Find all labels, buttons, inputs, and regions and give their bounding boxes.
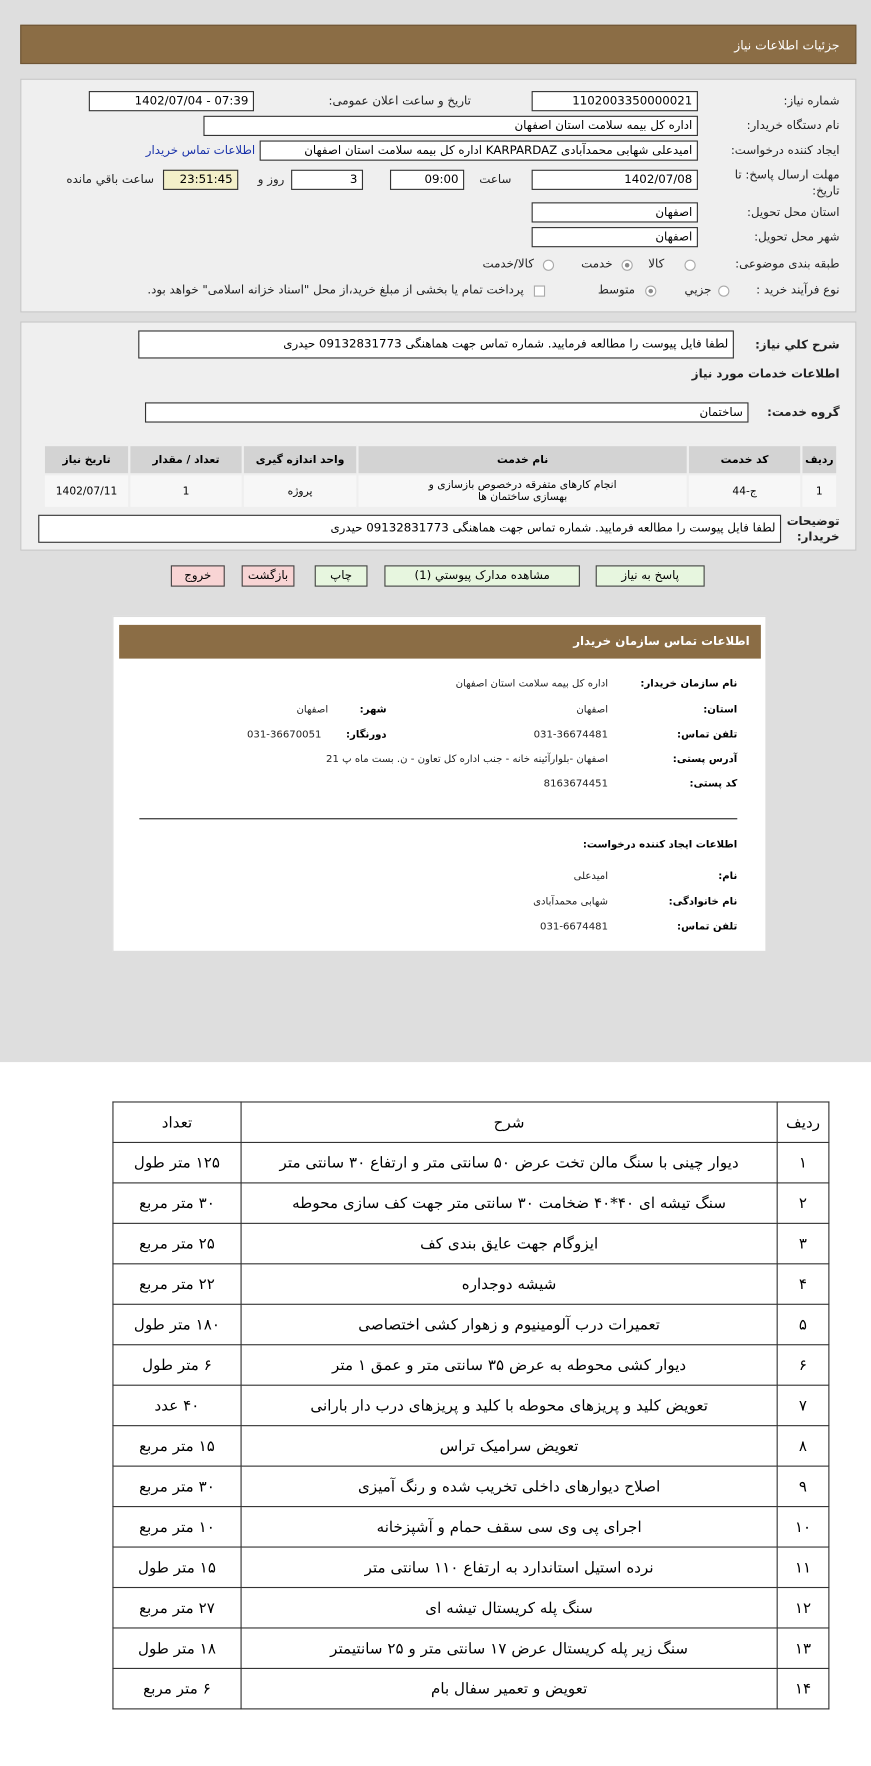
payment-text: پرداخت تمام یا بخشی از مبلغ خرید،از محل "اسناد خزانه اسلامی" خواهد بود. [147, 283, 524, 297]
col-name: نام خدمت [357, 445, 687, 474]
cell-name: انجام کارهای متفرقه درخصوص بازسازی و بهسازی ساختمان ها [357, 474, 687, 508]
col-row: ردیف [801, 445, 837, 474]
item-row [113, 1628, 829, 1668]
item-description: تعویض و تعمیر سفال بام [241, 1668, 777, 1708]
remaining-time-field: 23:51:45 [163, 170, 238, 190]
item-row-number: ۱۱ [777, 1547, 829, 1587]
category-label: طبقه بندی موضوعی: [735, 257, 840, 271]
col-code: کد خدمت [688, 445, 802, 474]
item-description: سنگ تیشه ای ۴۰*۴۰ ضخامت ۳۰ سانتی متر جهت کف سازی محوطه [241, 1183, 777, 1223]
contact-org: اداره کل بیمه سلامت استان اصفهان [455, 678, 609, 691]
item-quantity: ۳۰ متر مربع [113, 1466, 241, 1506]
buyer-contact-link[interactable]: اطلاعات تماس خریدار [145, 143, 256, 158]
item-row-number: ۱۲ [777, 1588, 829, 1628]
islamic-treasury-checkbox[interactable] [534, 285, 545, 296]
creator-field[interactable]: امیدعلی شهابی محمدآبادی KARPARDAZ اداره کل بیمه سلامت استان اصفهان [260, 140, 698, 160]
province-label: استان محل تحویل: [746, 205, 840, 220]
items-col-qty: تعداد [113, 1102, 241, 1142]
item-row [113, 1385, 829, 1425]
page-header [20, 25, 856, 64]
creator-label: ایجاد کننده درخواست: [730, 143, 840, 158]
item-quantity: ۴۰ عدد [113, 1385, 241, 1425]
contact-postcode-label: کد پستی: [689, 778, 738, 791]
item-description: سنگ پله کریستال تیشه ای [241, 1588, 777, 1628]
items-table [112, 1101, 829, 1709]
process-label: نوع فرآیند خرید : [756, 283, 840, 297]
item-row [113, 1426, 829, 1466]
category-option-service: خدمت [581, 257, 613, 271]
creator-name: امیدعلی [573, 871, 609, 883]
item-quantity: ۱۵ متر طول [113, 1547, 241, 1587]
item-description: تعویض کلید و پریزهای محوطه با کلید و پریزهای درب دار بارانی [241, 1385, 777, 1425]
city-label: شهر محل تحویل: [754, 230, 840, 244]
item-row-number: ۹ [777, 1466, 829, 1506]
item-row-number: ۳ [777, 1223, 829, 1263]
item-quantity: ۲۵ متر مربع [113, 1223, 241, 1263]
item-quantity: ۳۰ متر مربع [113, 1183, 241, 1223]
creator-phone: 031-6674481 [540, 921, 609, 933]
item-description: اجرای پی وی سی سقف حمام و آشپزخانه [241, 1507, 777, 1547]
item-row-number: ۱۴ [777, 1668, 829, 1708]
items-col-row: ردیف [777, 1102, 829, 1142]
contact-postcode: 8163674451 [543, 778, 609, 791]
item-row [113, 1466, 829, 1506]
creator-heading: اطلاعات ایجاد کننده درخواست: [582, 839, 738, 851]
contact-city: اصفهان [296, 704, 329, 716]
process-radio-medium[interactable] [645, 285, 656, 296]
buyer-notes-field[interactable]: لطفا فایل پیوست را مطالعه فرمایید. شماره تماس جهت هماهنگی 09132831773 حیدری [38, 515, 781, 543]
description-field[interactable]: لطفا فایل پیوست را مطالعه فرمایید. شماره تماس جهت هماهنگی 09132831773 حیدری [138, 330, 734, 358]
item-row [113, 1588, 829, 1628]
item-row-number: ۵ [777, 1304, 829, 1344]
cell-code: ج-44 [688, 474, 802, 508]
table-row [44, 474, 837, 508]
item-row-number: ۸ [777, 1426, 829, 1466]
deadline-date-field[interactable]: 1402/07/08 [532, 170, 698, 190]
item-quantity: ۱۵ متر مربع [113, 1426, 241, 1466]
category-option-both: کالا/خدمت [482, 257, 534, 271]
contact-title: اطلاعات تماس سازمان خریدار [119, 625, 761, 659]
days-field[interactable]: 3 [291, 170, 363, 190]
buyer-contact-popup [112, 616, 766, 952]
contact-city-label: شهر: [359, 704, 387, 716]
time-label: ساعت [479, 173, 512, 187]
item-row [113, 1547, 829, 1587]
creator-name-label: نام: [718, 871, 738, 883]
item-quantity: ۶ متر مربع [113, 1668, 241, 1708]
items-col-description: شرح [241, 1102, 777, 1142]
service-group-field[interactable]: ساختمان [145, 402, 749, 422]
item-description: ایزوگام جهت عایق بندی کف [241, 1223, 777, 1263]
buyer-org-field[interactable]: اداره کل بیمه سلامت استان اصفهان [203, 116, 698, 136]
contact-phone: 031-36674481 [533, 729, 609, 741]
item-row [113, 1668, 829, 1708]
need-number-field[interactable]: 1102003350000021 [532, 91, 698, 111]
attachments-button[interactable]: مشاهده مدارک پیوستي (1) [384, 565, 580, 586]
announce-label: تاریخ و ساعت اعلان عمومی: [328, 94, 471, 108]
contact-divider [139, 818, 737, 819]
item-row [113, 1507, 829, 1547]
contact-phone-label: تلفن تماس: [677, 729, 738, 741]
deadline-label: مهلت ارسال پاسخ: تا تاریخ: [734, 168, 840, 198]
item-description: تعویض سرامیک تراس [241, 1426, 777, 1466]
page-title: جزئیات اطلاعات نیاز [734, 38, 840, 53]
item-quantity: ۲۷ متر مربع [113, 1588, 241, 1628]
item-row [113, 1183, 829, 1223]
category-radio-both[interactable] [543, 260, 554, 271]
contact-province-label: استان: [703, 704, 738, 716]
creator-family: شهابی محمدآبادی [533, 896, 609, 909]
item-quantity: ۱۲۵ متر طول [113, 1142, 241, 1182]
item-quantity: ۶ متر طول [113, 1345, 241, 1385]
remaining-label: ساعت باقي مانده [66, 173, 154, 187]
province-field[interactable]: اصفهان [532, 202, 698, 222]
announce-field[interactable]: 1402/07/04 - 07:39 [89, 91, 254, 111]
item-quantity: ۱۸ متر طول [113, 1628, 241, 1668]
item-row [113, 1345, 829, 1385]
need-number-label: شماره نیاز: [783, 94, 840, 108]
buyer-notes-label: توضیحات خریدار: [786, 514, 840, 544]
process-radio-minor[interactable] [718, 285, 729, 296]
creator-phone-label: تلفن تماس: [677, 921, 738, 933]
cell-date: 1402/07/11 [44, 474, 129, 508]
item-row [113, 1223, 829, 1263]
category-radio-goods[interactable] [684, 260, 695, 271]
item-row [113, 1304, 829, 1344]
services-table [43, 444, 839, 509]
print-button[interactable]: چاپ [315, 565, 368, 586]
exit-button[interactable]: خروج [171, 565, 225, 586]
col-unit: واحد اندازه گیری [243, 445, 358, 474]
cell-row: 1 [801, 474, 837, 508]
item-quantity: ۱۸۰ متر طول [113, 1304, 241, 1344]
deadline-time-field[interactable]: 09:00 [390, 170, 464, 190]
need-info-panel [20, 79, 856, 313]
reply-button[interactable]: پاسخ به نیاز [596, 565, 705, 586]
back-button[interactable]: بازگشت [242, 565, 295, 586]
items-body [113, 1142, 829, 1708]
item-row [113, 1264, 829, 1304]
item-row-number: ۶ [777, 1345, 829, 1385]
buyer-org-label: نام دستگاه خریدار: [746, 119, 840, 133]
item-row-number: ۲ [777, 1183, 829, 1223]
item-description: شیشه دوجداره [241, 1264, 777, 1304]
services-heading: اطلاعات خدمات مورد نیاز [691, 367, 840, 382]
cell-qty: 1 [129, 474, 243, 508]
description-label: شرح کلي نیاز: [755, 338, 840, 352]
city-field[interactable]: اصفهان [532, 227, 698, 247]
item-row-number: ۴ [777, 1264, 829, 1304]
item-row-number: ۷ [777, 1385, 829, 1425]
item-quantity: ۲۲ متر مربع [113, 1264, 241, 1304]
category-radio-service[interactable] [622, 260, 633, 271]
need-details-panel [20, 321, 856, 550]
item-row-number: ۱ [777, 1142, 829, 1182]
cell-unit: پروژه [243, 474, 358, 508]
contact-province: اصفهان [576, 704, 609, 716]
item-row-number: ۱۰ [777, 1507, 829, 1547]
item-row-number: ۱۳ [777, 1628, 829, 1668]
item-description: دیوار چینی با سنگ مالن تخت عرض ۵۰ سانتی متر و ارتفاع ۳۰ سانتی متر [241, 1142, 777, 1182]
contact-fax-label: دورنگار: [345, 729, 387, 741]
item-description: سنگ زیر پله کریستال عرض ۱۷ سانتی متر و ۲۵ سانتیمتر [241, 1628, 777, 1668]
category-option-goods: کالا [648, 257, 665, 271]
item-description: دیوار کشی محوطه به عرض ۳۵ سانتی متر و عمق ۱ متر [241, 1345, 777, 1385]
contact-org-label: نام سازمان خریدار: [640, 678, 738, 691]
process-option-medium: متوسط [597, 283, 636, 297]
item-quantity: ۱۰ متر مربع [113, 1507, 241, 1547]
service-group-label: گروه خدمت: [767, 405, 840, 420]
contact-fax: 031-36670051 [246, 729, 322, 741]
col-date: تاریخ نیاز [44, 445, 129, 474]
item-description: نرده استیل استاندارد به ارتفاع ۱۱۰ سانتی متر [241, 1547, 777, 1587]
process-option-minor: جزیي [684, 283, 712, 297]
item-description: اصلاح دیوارهای داخلی تخریب شده و رنگ آمیزی [241, 1466, 777, 1506]
item-description: تعمیرات درب آلومینیوم و زهوار کشی اختصاصی [241, 1304, 777, 1344]
contact-address-label: آدرس پستی: [672, 754, 738, 766]
item-row [113, 1142, 829, 1182]
contact-address: اصفهان -بلوارآئینه خانه - جنب اداره کل تعاون - ن. بست ماه پ 21 [326, 754, 609, 766]
creator-family-label: نام خانوادگی: [668, 896, 738, 909]
col-qty: تعداد / مقدار [129, 445, 243, 474]
days-label: روز و [257, 173, 285, 187]
